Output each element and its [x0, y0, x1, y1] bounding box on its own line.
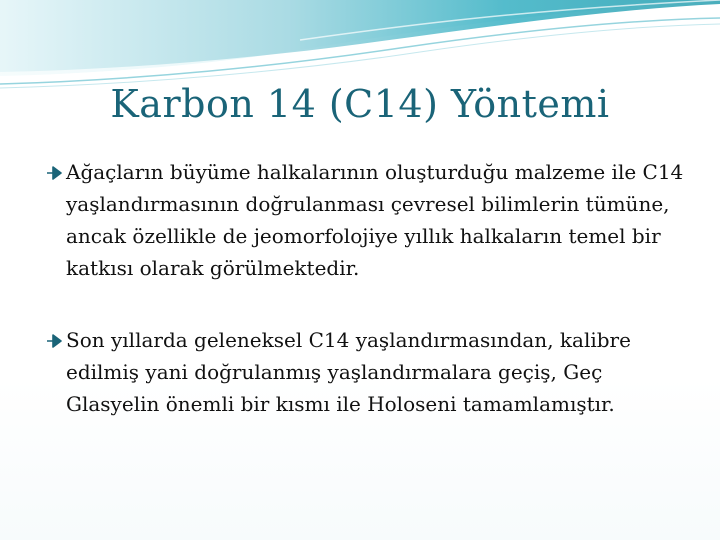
bullet-list [46, 156, 696, 420]
bullet-item [46, 324, 696, 420]
arrow-checkmark-icon [46, 333, 62, 349]
bullet-item [46, 156, 696, 284]
slide-title: Karbon 14 (C14) Yöntemi [110, 82, 610, 126]
arrow-checkmark-icon [46, 165, 62, 181]
bullet-text: Ağaçların büyüme halkalarının oluşturduğu malzeme ile C14 yaşlandırmasının doğrulanması çevresel bilimlerin tümüne, ancak özellikle de jeomorfolojiye yıllık halkaların temel bir katkısı olarak görülmektedir. [66, 160, 684, 280]
bullet-text: Son yıllarda geleneksel C14 yaşlandırmasından, kalibre edilmiş yani doğrulanmış yaşlandırmalara geçiş, Geç Glasyelin önemli bir kısmı ile Holoseni tamamlamıştır. [66, 328, 631, 416]
